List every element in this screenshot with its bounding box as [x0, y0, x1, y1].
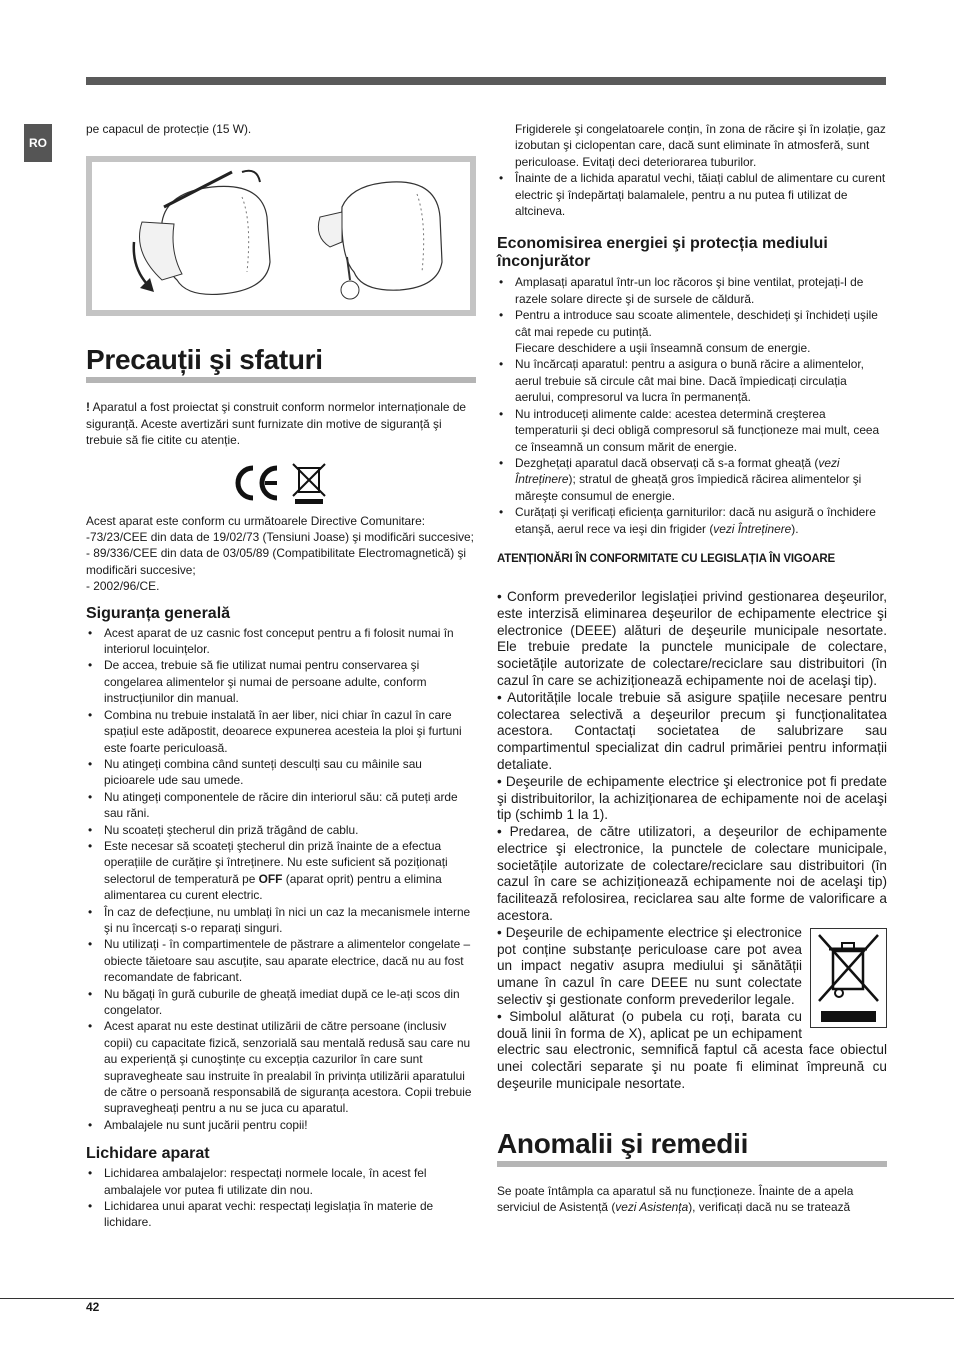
list-item: • Combina nu trebuie instalată în aer liber, nici chiar în cazul în care spațiul este adăpostit, deoarece expunerea acesteia la ploi şi furtuni este foarte periculoasă. [86, 707, 476, 756]
list-item: • Acest aparat nu este destinat utilizării de către persoane (inclusiv copii) cu capacitate fizică, senzorială sau mentală redusă sau care nu au experiență şi cunoştințe cu excepția cazurilor în care sunt supravegheate sau instruite în prealabil în privința utilizării aparatului de către o persoană responsabilă de siguranța acestora. Copii trebuie supravegheați pentru a nu se juca cu aparatul. [86, 1018, 476, 1116]
warning-paragraph [86, 399, 476, 448]
footer-rule [0, 1298, 954, 1299]
legal-paragraph: • Deşeurile de echipamente electrice şi electronice pot conține substanțe periculoase care pot avea un impact negativ asupra mediului şi sănătății umane în cazul în care DEEE nu sunt colectate selectiv şi gestionate conform prevederilor legale. [497, 924, 802, 1008]
language-label: RO [29, 136, 47, 150]
safety-list [86, 625, 476, 1134]
list-item: • Nu introduceți alimente calde: acestea determină creşterea temperaturii şi deci obligă compresorul să funcționeze mai mult, ceea ce înseamnă un consum mărit de energie. [497, 406, 887, 455]
list-item: • Nu băgați în gură cuburile de gheață imediat după ce le-ați scos din congelator. [86, 986, 476, 1019]
list-item-text: Fiecare deschidere a uşii înseamnă consum de energie. [515, 341, 811, 356]
list-item-text: Este necesar să scoateți ştecherul din priză înainte de a efectua operațiile de curățire şi întreținere. Nu este suficient să poziționați selectorul de temperatură pe [104, 838, 448, 886]
list-item: • Nu scoateți ştecherul din priză trăgând de cablu. [86, 822, 476, 838]
warning-text: Aparatul a fost proiectat şi construit conform normelor internaționale de siguranță. Aceste avertizări sunt furnizate din motive de siguranță şi trebuie să fie citite cu atenție. [86, 400, 467, 448]
anomalies-text: ), verificați dacă nu se tratează [688, 1200, 851, 1215]
list-item [497, 455, 887, 504]
cross-reference: vezi Întreținere [515, 455, 840, 487]
header-bar [86, 77, 886, 85]
list-item: • În caz de defecțiune, nu umblați în nici un caz la mecanismele interne şi nu încercați s-o reparați singuri. [86, 904, 476, 937]
list-item-text: (aparat oprit) pentru a elimina alimentarea cu curent electric. [104, 871, 442, 903]
directives-line: - 2002/96/CE. [86, 579, 160, 594]
section-title-precautions: Precauții şi sfaturi [86, 345, 476, 383]
list-item: • Nu încărcați aparatul: pentru a asigura o bună răcire a alimentelor, aerul trebuie să circule cât mai bine. Dacă împiedicați circulația aerului, compresorul va lucra în permanență. [497, 356, 887, 405]
anomalies-intro [497, 1183, 887, 1216]
legal-paragraph: • Deşeurile de echipamente electrice şi electronice pot fi predate şi distribuitorilor, la achiziționarea de echipamente noi de acelaşi tip (schimb 1 la 1). [497, 773, 887, 823]
list-item: • Nu utilizați - în compartimentele de păstrare a alimentelor congelate – obiecte tăietoare sau ascuțite, sau aparate electrice, dacă nu au fost recomandate de fabricant. [86, 936, 476, 985]
legal-text [497, 589, 887, 1093]
directives-block [86, 513, 476, 595]
ce-mark-icon [233, 464, 283, 502]
ce-weee-logos [86, 453, 476, 513]
directives-line: - 89/336/CEE din data de 03/05/89 (Compatibilitate Electromagnetică) şi modificări succesive; [86, 546, 467, 577]
list-item [497, 504, 887, 537]
list-item-text: ). [791, 521, 799, 536]
disposal-list [86, 1165, 476, 1231]
directives-line: -73/23/CEE din data de 19/02/73 (Tensiuni Joase) şi modificări succesive; [86, 530, 474, 545]
list-item: • Amplasați aparatul într-un loc răcoros şi bine ventilat, protejați-l de razele solare directe şi de sursele de căldură. [497, 274, 887, 307]
list-item: • Înainte de a lichida aparatul vechi, tăiați cablul de alimentare cu curent electric şi îndepărtați balamalele, pentru a nu putea fi utilizat de altcineva. [497, 170, 887, 219]
list-item: • De accea, trebuie să fie utilizat numai pentru conservarea şi congelarea alimentelor şi numai de persoane adulte, conform instrucțiunilor din manual. [86, 657, 476, 706]
intro-line: pe capacul de protecție (15 W). [86, 122, 252, 136]
list-item-text: Pentru a introduce sau scoate alimentele, deschideți şi închideți uşile cât mai repede cu putință. [515, 308, 878, 339]
list-item: • Lichidarea unui aparat vechi: respectați legislația în materie de lichidare. [86, 1198, 476, 1231]
heading-general-safety: Siguranța generală [86, 604, 231, 622]
list-item: • Nu atingeți combina când sunteți desculți sau cu mâinile sau picioarele ude sau umede. [86, 756, 476, 789]
list-item: • Ambalajele nu sunt jucării pentru copii! [86, 1117, 476, 1133]
language-tab [24, 124, 52, 162]
weee-symbol-box [810, 928, 887, 1028]
page-number: 42 [86, 1300, 100, 1314]
weee-bin-icon [289, 460, 329, 506]
cross-reference: vezi Întreținere [713, 521, 792, 536]
off-label: OFF [258, 871, 283, 886]
cross-reference: vezi Asistența [615, 1200, 689, 1215]
heading-energy-saving: Economisirea energiei şi protecția mediului înconjurător [497, 235, 828, 271]
directives-line: Acest aparat este conform cu următoarele Directive Comunitare: [86, 513, 426, 528]
list-item: • Nu atingeți componentele de răcire din interiorul său: că puteți arde sau răni. [86, 789, 476, 822]
crossed-bin-icon [811, 929, 886, 1027]
list-item-text: Dezghețați aparatul dacă observați că s-a format gheață ( [515, 455, 819, 470]
continued-paragraph: Frigiderele şi congelatoarele conțin, în zona de răcire şi în izolație, gaz izobutan şi ciclopentan care, dacă sunt eliminate în atmosferă, sunt periculoase. Evitați deci deteriorarea tuburilor. [515, 122, 886, 169]
warning-mark: ! [86, 400, 90, 415]
right-column [497, 121, 887, 1216]
list-item-text: ); stratul de gheață gros împiedică răcirea alimentelor şi măreşte consumul de energie. [515, 472, 862, 503]
section-title-anomalies: Anomalii şi remedii [497, 1129, 887, 1167]
list-item: • Lichidarea ambalajelor: respectați normele locale, în acest fel ambalajele vor putea fi utilizate din nou. [86, 1165, 476, 1198]
list-item: • Acest aparat de uz casnic fost conceput pentru a fi folosit numai în interiorul locuințelor. [86, 625, 476, 658]
left-column [86, 121, 476, 1231]
legal-paragraph: • Predarea, de către utilizatori, a deşeurilor de echipamente electrice şi electronice, la punctele de colectare municipale, societățile autorizate de colectare/reciclare sau distribuitori (în cazul în care se achiziționează echipamente noi de acelaşi tip) facilitează refolosirea, reciclarea sau alte forme de valorificare a acestora. [497, 824, 887, 924]
list-item [497, 307, 887, 356]
energy-list [497, 274, 887, 537]
disposal-cont-list [497, 170, 887, 219]
legal-paragraph: • Autoritățile locale trebuie să asigure spațiile necesare pentru colectarea selectivă a deşeurilor precum şi funcționalitatea acestora. Contactați societatea de salubrizare sau compartimentul specializat din cadrul primăriei pentru informații detaliate. [497, 689, 887, 772]
list-item [86, 838, 476, 904]
lamp-cover-diagram [92, 162, 470, 310]
legal-paragraph: • Conform prevederilor legislației privind gestionarea deşeurilor, este interzisă eliminarea deşeurilor de echipamente electrice şi electronice (DEEE) alături de deşeurile municipale nesortate. Ele trebuie predate la punctele municipale de colectare, societățile autorizate de colectare/reciclare sau distribuitori (în cazul în care se achiziționează echipamente noi de acelaşi tip). [497, 588, 887, 688]
heading-legal-notices: ATENȚIONĂRI ÎN CONFORMITATE CU LEGISLAȚIA ÎN VIGOARE [497, 552, 835, 565]
anomalies-text: Se poate întâmpla ca aparatul să nu funcționeze. Înainte de a apela serviciul de Asistență ( [497, 1183, 854, 1215]
heading-disposal: Lichidare aparat [86, 1145, 210, 1163]
legal-paragraph: • Simbolul alăturat (o pubela cu roți, barata cu două linii în forma de X), aplicat pe un echipament electric sau electronic, semnifică faptul că acesta face obiectul unei colectări separate şi nu poate fi eliminat împreună cu deşeurile municipale nesortate. [497, 1008, 887, 1092]
list-item-text: Curățați şi verificați eficiența garniturilor: dacă nu asigură o închidere etanşă, aerul rece va ieşi din frigider ( [515, 505, 876, 536]
bulb-illustration [86, 156, 476, 316]
